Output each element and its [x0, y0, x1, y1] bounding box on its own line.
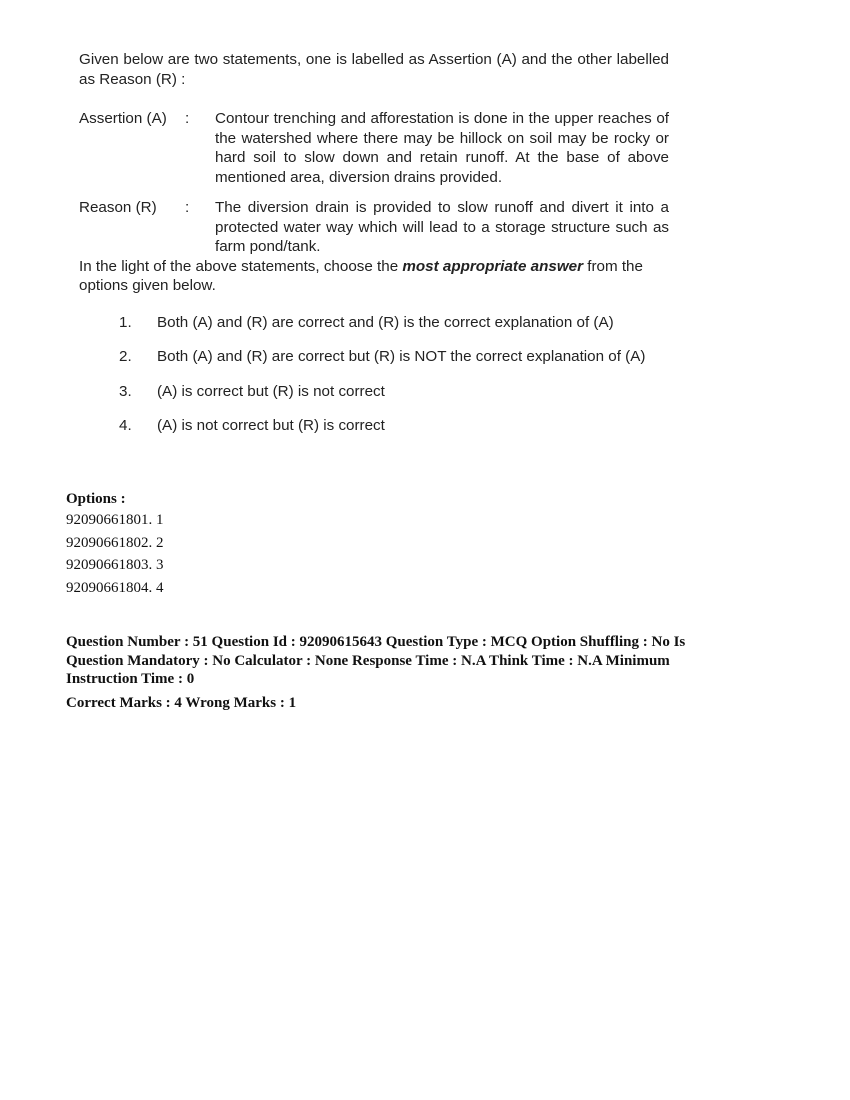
option-value: 3 [156, 557, 164, 573]
metadata-line-1: Question Number : 51 Question Id : 92090615643 Question Type : MCQ Option Shuffling : No Is [66, 634, 686, 650]
option-row [66, 509, 164, 532]
option-id: 92090661802. [66, 534, 153, 551]
instruction-text [79, 257, 669, 296]
assertion-label: Assertion (A) [79, 110, 167, 127]
choice-item [79, 347, 669, 367]
choice-text: Both (A) and (R) are correct but (R) is NOT the correct explanation of (A) [157, 348, 646, 365]
reason-text: The diversion drain is provided to slow runoff and divert it into a protected water way which will lead to a storage structure such as farm pond/tank. [215, 199, 669, 255]
choice-number: 2. [119, 348, 132, 365]
option-id: 92090661803. [66, 557, 153, 573]
option-row [66, 554, 164, 577]
choice-item [79, 313, 669, 333]
reason-label: Reason (R) [79, 199, 157, 216]
question-metadata [66, 633, 766, 712]
option-value: 4 [156, 579, 164, 596]
choice-text: (A) is not correct but (R) is correct [157, 417, 385, 434]
option-value: 1 [156, 512, 164, 528]
option-row [66, 532, 164, 555]
instruction-before: In the light of the above statements, choose the [79, 257, 403, 275]
choice-number: 1. [119, 313, 132, 331]
choice-text: (A) is correct but (R) is not correct [157, 382, 385, 400]
option-id: 92090661801. [66, 512, 153, 528]
option-row [66, 577, 164, 600]
assertion-separator: : [185, 110, 190, 127]
options-list [66, 489, 164, 599]
choice-number: 3. [119, 382, 132, 400]
option-value: 2 [156, 534, 164, 551]
marks-info: Correct Marks : 4 Wrong Marks : 1 [66, 694, 297, 711]
question-intro: Given below are two statements, one is labelled as Assertion (A) and the other labelled as Reason (R) : [79, 51, 669, 88]
instruction-emphasis: most appropriate answer [402, 257, 583, 275]
options-heading: Options : [66, 491, 126, 507]
metadata-line-3: Instruction Time : 0 [66, 671, 195, 687]
choice-item [79, 416, 669, 436]
question-block [79, 50, 669, 436]
instruction-after: from the options given below. [79, 257, 643, 294]
option-id: 92090661804. [66, 579, 153, 596]
assertion-text: Contour trenching and afforestation is done in the upper reaches of the watershed where there may be hillock on soil may be rocky or hard soil to slow down and retain runoff. At the base of above mentioned area, diversion drains provided. [215, 110, 669, 186]
assertion-statement [79, 109, 669, 187]
choice-text: Both (A) and (R) are correct and (R) is the correct explanation of (A) [157, 313, 614, 331]
reason-separator: : [185, 199, 190, 216]
metadata-line-2: Question Mandatory : No Calculator : None Response Time : N.A Think Time : N.A Minimum [66, 652, 670, 669]
choice-number: 4. [119, 417, 132, 434]
reason-statement [79, 198, 669, 257]
choice-item [79, 382, 669, 402]
answer-choices [79, 313, 669, 436]
